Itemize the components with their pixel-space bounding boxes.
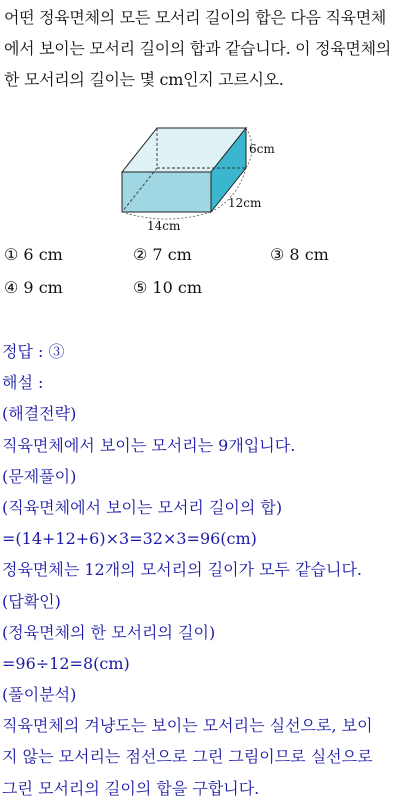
cuboid-front-face bbox=[122, 172, 211, 212]
analysis-heading: (풀이분석) bbox=[2, 685, 77, 705]
problem-text: 어떤 정육면체의 모든 모서리 길이의 합은 다음 직육면체에서 보이는 모서리 길이의 합과 같습니다. 이 정육면체의 한 모서리의 길이는 몇 cm인지 고르시오. bbox=[4, 8, 391, 89]
depth-label: 12cm bbox=[228, 196, 262, 210]
strategy-heading: (해결전략) bbox=[2, 404, 77, 424]
analysis-text-1: 직육면체의 겨냥도는 보이는 모서리는 실선으로, 보이 bbox=[2, 716, 373, 736]
analysis-text-3: 그린 모서리의 길이의 합을 구합니다. bbox=[2, 778, 260, 798]
solution-block bbox=[2, 336, 398, 804]
cuboid-figure bbox=[112, 120, 292, 235]
check-heading: (답확인) bbox=[2, 591, 61, 611]
height-label: 6cm bbox=[249, 142, 275, 156]
option-3[interactable]: ③ 8 cm bbox=[270, 245, 329, 264]
option-4[interactable]: ④ 9 cm bbox=[4, 278, 63, 297]
width-label: 14cm bbox=[147, 219, 181, 233]
analysis-text-2: 지 않는 모서리는 점선으로 그린 그림이므로 실선으로 bbox=[2, 747, 373, 767]
strategy-text: 직육면체에서 보이는 모서리는 9개입니다. bbox=[2, 435, 296, 455]
option-2[interactable]: ② 7 cm bbox=[133, 245, 192, 264]
option-1[interactable]: ① 6 cm bbox=[4, 245, 63, 264]
explanation-heading: 해설 : bbox=[2, 373, 44, 393]
solving-text-1: (직육면체에서 보이는 모서리 길이의 합) bbox=[2, 497, 283, 517]
solving-equation-1: =(14+12+6)×3=32×3=96(cm) bbox=[2, 529, 257, 549]
check-equation: =96÷12=8(cm) bbox=[2, 653, 130, 673]
answer-line: 정답 : ③ bbox=[2, 342, 65, 361]
option-5[interactable]: ⑤ 10 cm bbox=[133, 278, 203, 297]
solving-heading: (문제풀이) bbox=[2, 466, 77, 486]
width-dimension-arc bbox=[122, 212, 211, 219]
solving-text-2: 정육면체는 12개의 모서리의 길이가 모두 같습니다. bbox=[2, 560, 362, 580]
check-text: (정육면체의 한 모서리의 길이) bbox=[2, 622, 216, 642]
